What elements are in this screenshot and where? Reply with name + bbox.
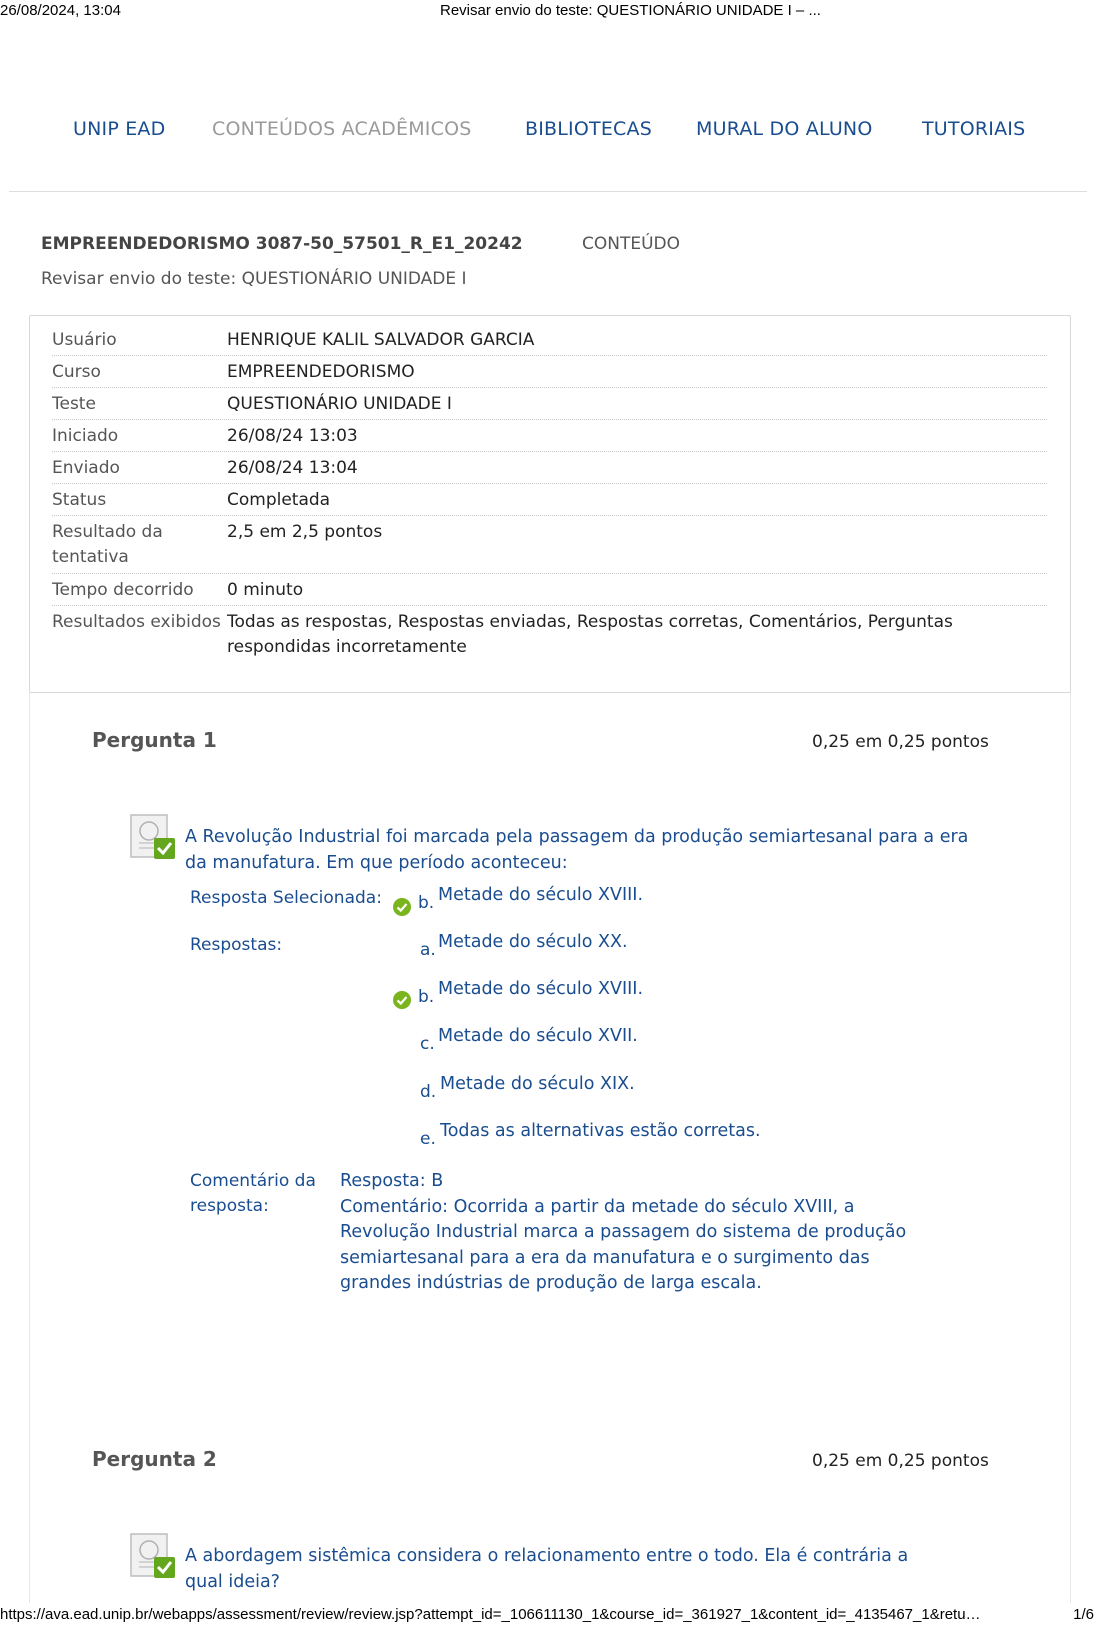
answer-letter: e. [420,1129,436,1149]
answer-text: Todas as alternativas estão corretas. [440,1121,761,1141]
attempt-info-table [29,315,1071,693]
answer-letter: a. [420,940,436,960]
question-1-points: 0,25 em 0,25 pontos [812,732,989,752]
print-datetime: 26/08/2024, 13:04 [0,2,121,19]
breadcrumb: Revisar envio do teste: QUESTIONÁRIO UNIDADE I [41,269,467,289]
print-footer [0,1603,1096,1627]
correct-answer-icon [130,1532,176,1582]
question-1-title: Pergunta 1 [92,728,217,752]
nav-divider [9,191,1087,192]
info-row-tempo [52,574,1047,606]
info-row-curso [52,356,1047,388]
info-label: Tempo decorrido [52,580,194,600]
info-label: Teste [52,394,96,414]
info-label: Usuário [52,330,117,350]
check-icon [393,898,411,916]
print-page-number: 1/6 [1073,1606,1094,1623]
question-1-text: A Revolução Industrial foi marcada pela passagem da produção semiartesanal para a era da manufatura. Em que período aconteceu: [185,827,969,873]
answers-label: Respostas: [190,935,283,955]
nav-tutoriais[interactable]: TUTORIAIS [922,118,1026,140]
info-value: QUESTIONÁRIO UNIDADE I [227,394,452,414]
answer-text: Metade do século XVIII. [438,979,644,999]
info-value: HENRIQUE KALIL SALVADOR GARCIA [227,330,535,350]
info-row-usuario [52,324,1047,356]
selected-answer-letter: b. [418,893,435,913]
correct-answer-icon [130,813,176,863]
answer-comment: Resposta: B Comentário: Ocorrida a partir da metade do século XVIII, a Revolução Industrial marca a passagem do sistema de produção semiartesanal para a era da manufatura e o surgimento das grandes indústrias de produção de larga escala. [340,1171,907,1293]
info-row-resultado [52,516,1047,574]
nav-bibliotecas[interactable]: BIBLIOTECAS [525,118,652,140]
info-value: 0 minuto [227,580,304,600]
info-label: Resultados exibidos [52,612,221,632]
answer-text: Metade do século XX. [438,932,628,952]
answer-letter: d. [420,1082,437,1102]
answer-letter: b. [418,987,435,1007]
nav-unip-ead[interactable]: UNIP EAD [73,118,166,140]
info-value: 26/08/24 13:04 [227,458,358,478]
question-2-points: 0,25 em 0,25 pontos [812,1451,989,1471]
info-value: Completada [227,490,331,510]
info-label: Enviado [52,458,120,478]
info-value: 26/08/24 13:03 [227,426,358,446]
nav-mural-do-aluno[interactable]: MURAL DO ALUNO [696,118,873,140]
print-header [0,0,1096,24]
info-row-teste [52,388,1047,420]
check-icon [393,991,411,1009]
answer-letter: c. [420,1034,435,1054]
print-page-title: Revisar envio do teste: QUESTIONÁRIO UNIDADE I – ... [440,2,821,19]
question-2-text: A abordagem sistêmica considera o relacionamento entre o todo. Ela é contrária a qual ideia? [185,1546,909,1592]
info-label: Status [52,490,107,510]
print-url: https://ava.ead.unip.br/webapps/assessment/review/review.jsp?attempt_id=_106611130_1&course_id=_361927_1&content_id=_4135467_1&retu… [0,1606,981,1623]
info-label: Iniciado [52,426,119,446]
comment-label: Comentário da resposta: [190,1171,316,1216]
content-tab[interactable]: CONTEÚDO [582,234,681,254]
top-navigation [0,118,1096,148]
info-value: 2,5 em 2,5 pontos [227,522,383,542]
info-row-iniciado [52,420,1047,452]
answer-text: Metade do século XVII. [438,1026,638,1046]
nav-conteudos-academicos[interactable]: CONTEÚDOS ACADÊMICOS [212,118,472,140]
selected-answer-label: Resposta Selecionada: [190,888,382,908]
question-2-title: Pergunta 2 [92,1447,217,1471]
info-row-status [52,484,1047,516]
answer-text: Metade do século XIX. [440,1074,635,1094]
info-row-enviado [52,452,1047,484]
info-row-resultados-exibidos [52,606,1047,666]
info-label: Resultado da tentativa [52,522,163,567]
selected-answer-text: Metade do século XVIII. [438,885,644,905]
info-label: Curso [52,362,101,382]
info-value: EMPREENDEDORISMO [227,362,415,382]
course-title[interactable]: EMPREENDEDORISMO 3087-50_57501_R_E1_20242 [41,234,523,254]
info-value: Todas as respostas, Respostas enviadas, Respostas corretas, Comentários, Perguntas respondidas incorretamente [227,612,953,657]
